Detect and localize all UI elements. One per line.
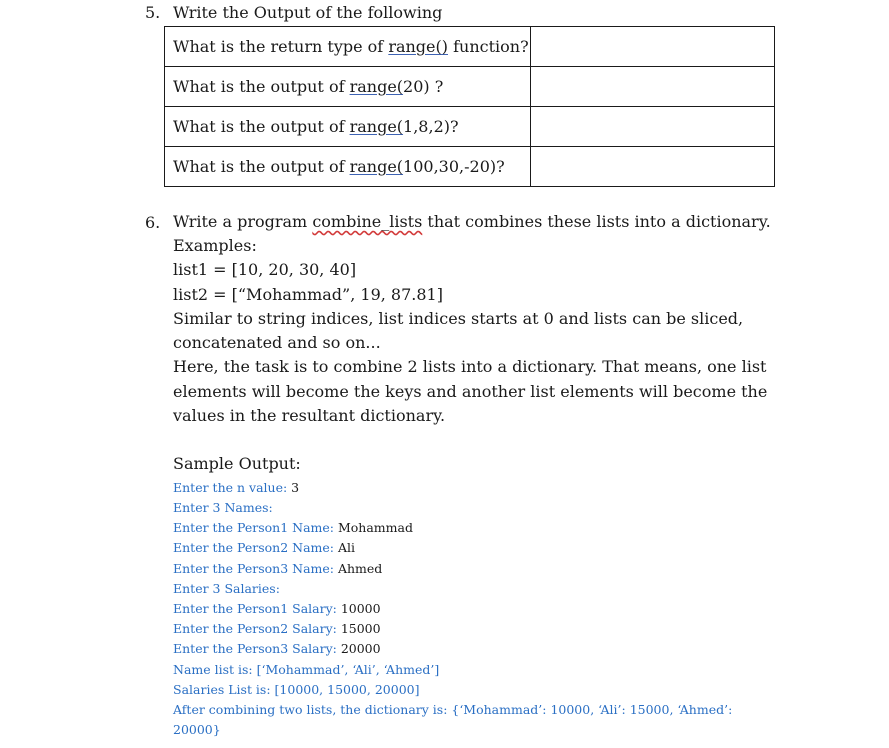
answer-cell[interactable] <box>530 147 774 187</box>
answer-cell[interactable] <box>530 67 774 107</box>
paragraph-1-line-2: concatenated and so on... <box>173 333 381 352</box>
table-row <box>165 67 775 107</box>
question-cell <box>165 107 531 147</box>
output-line: Enter the Person1 Name: Mohammad <box>173 520 413 535</box>
paragraph-1-line-1: Similar to string indices, list indices starts at 0 and lists can be sliced, <box>173 309 744 328</box>
intro-text-end: that combines these lists into a dictionary. <box>422 212 771 231</box>
question-5-number: 5. <box>145 3 161 22</box>
output-line: Enter the n value: 3 <box>173 480 300 495</box>
output-line: Name list is: [‘Mohammad’, ‘Ali’, ‘Ahmed’] <box>173 662 440 677</box>
list1-example: list1 = [10, 20, 30, 40] <box>173 260 357 279</box>
sample-output-label: Sample Output: <box>173 454 301 473</box>
question-text-end: 100,30,-20)? <box>403 157 505 176</box>
function-name: range( <box>349 77 404 96</box>
answer-cell[interactable] <box>530 27 774 67</box>
question-6-number: 6. <box>145 213 161 232</box>
question-6-intro <box>173 210 771 234</box>
function-name: range( <box>349 157 404 176</box>
output-line: 20000} <box>173 722 221 737</box>
paragraph-2-line-1: Here, the task is to combine 2 lists into a dictionary. That means, one list <box>173 357 767 376</box>
output-line: Enter the Person1 Salary: 10000 <box>173 601 381 616</box>
output-line: Enter the Person2 Name: Ali <box>173 540 355 555</box>
output-line: Enter the Person3 Name: Ahmed <box>173 561 383 576</box>
table-row <box>165 27 775 67</box>
question-text: What is the output of <box>173 77 350 96</box>
question-cell <box>165 27 531 67</box>
question-cell <box>165 67 531 107</box>
question-text-end: function? <box>448 37 529 56</box>
table-row <box>165 147 775 187</box>
question-text: What is the return type of <box>173 37 389 56</box>
output-line: Salaries List is: [10000, 15000, 20000] <box>173 682 420 697</box>
examples-label: Examples: <box>173 236 257 255</box>
paragraph-2-line-2: elements will become the keys and another list elements will become the <box>173 382 768 401</box>
question-text-end: 20) ? <box>403 77 444 96</box>
output-line: Enter 3 Names: <box>173 500 273 515</box>
answer-cell[interactable] <box>530 107 774 147</box>
question-text: What is the output of <box>173 117 350 136</box>
question-cell <box>165 147 531 187</box>
question-text-end: 1,8,2)? <box>403 117 459 136</box>
range-question-table <box>164 26 775 187</box>
output-line: Enter the Person2 Salary: 15000 <box>173 621 381 636</box>
paragraph-2-line-3: values in the resultant dictionary. <box>173 406 446 425</box>
question-5-title: Write the Output of the following <box>173 3 443 22</box>
function-name: range() <box>388 37 448 56</box>
intro-text: Write a program <box>173 212 313 231</box>
function-name: combine_lists <box>312 212 423 231</box>
table-row <box>165 107 775 147</box>
output-line: Enter 3 Salaries: <box>173 581 280 596</box>
output-line: Enter the Person3 Salary: 20000 <box>173 641 381 656</box>
function-name: range( <box>349 117 404 136</box>
question-text: What is the output of <box>173 157 350 176</box>
output-line: After combining two lists, the dictionary is: {‘Mohammad’: 10000, ‘Ali’: 15000, ‘Ahmed’: <box>173 702 733 717</box>
list2-example: list2 = [“Mohammad”, 19, 87.81] <box>173 285 443 304</box>
